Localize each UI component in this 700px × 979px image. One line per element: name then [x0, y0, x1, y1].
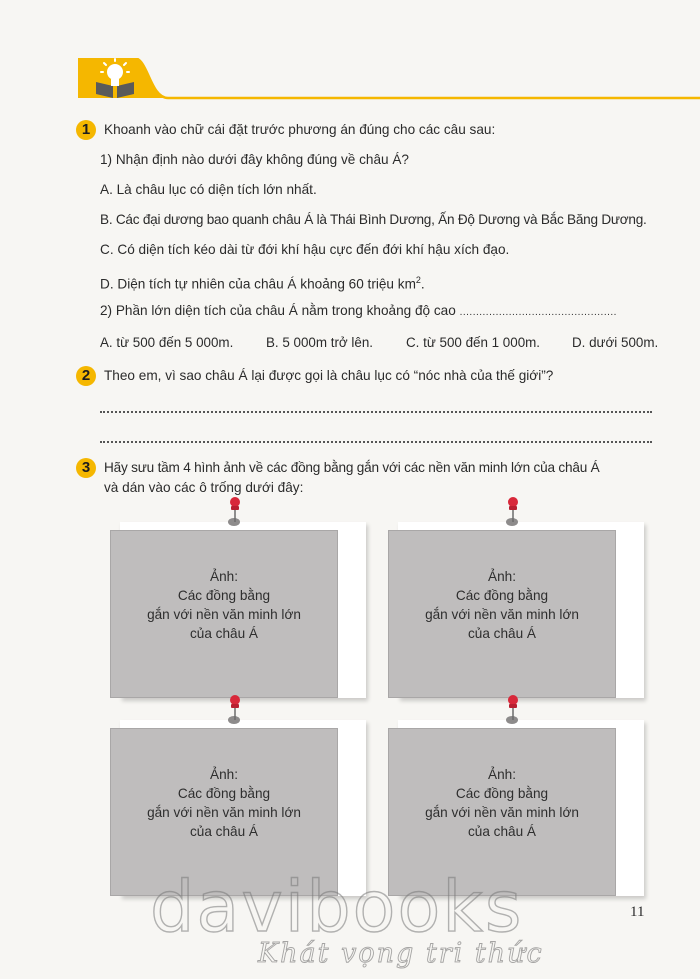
q1-2-option-a: A. từ 500 đến 5 000m. [100, 335, 234, 350]
photo-card-1[interactable] [120, 522, 366, 698]
question-3-number: 3 [76, 458, 96, 478]
q1-1-option-c: C. Có diện tích kéo dài từ đới khí hậu cực đến đới khí hậu xích đạo. [100, 242, 510, 257]
photo-card-2[interactable] [398, 522, 644, 698]
photo-caption: Ảnh: Các đồng bằng gắn với nền văn minh lớn của châu Á [425, 569, 579, 641]
q1-1-option-a: A. Là châu lục có diện tích lớn nhất. [100, 182, 317, 197]
photo-caption: Ảnh: Các đồng bằng gắn với nền văn minh lớn của châu Á [425, 767, 579, 839]
question-1-prompt: Khoanh vào chữ cái đặt trước phương án đúng cho các câu sau: [104, 122, 496, 137]
section-header [78, 58, 700, 102]
photo-placeholder[interactable] [110, 530, 338, 698]
q1-2-option-c: C. từ 500 đến 1 000m. [406, 335, 541, 350]
question-1-2-text: 2) Phần lớn diện tích của châu Á nằm trong khoảng độ cao ................................................ [100, 303, 617, 318]
page-number: 11 [630, 904, 645, 920]
answer-blank[interactable]: ................................................ [459, 307, 617, 318]
push-pin-icon [502, 496, 524, 530]
photo-placeholder[interactable] [388, 530, 616, 698]
question-2-prompt: Theo em, vì sao châu Á lại được gọi là châu lục có “nóc nhà của thế giới”? [104, 368, 554, 383]
question-3-line-2: và dán vào các ô trống dưới đây: [104, 480, 304, 495]
answer-line[interactable] [100, 409, 652, 413]
photo-caption: Ảnh: Các đồng bằng gắn với nền văn minh lớn của châu Á [147, 569, 301, 641]
question-3-line-1: Hãy sưu tầm 4 hình ảnh về các đồng bằng gắn với các nền văn minh lớn của châu Á [104, 460, 600, 475]
question-2-number: 2 [76, 366, 96, 386]
question-1-1-text: 1) Nhận định nào dưới đây không đúng về châu Á? [100, 152, 409, 167]
push-pin-icon [224, 496, 246, 530]
photo-caption: Ảnh: Các đồng bằng gắn với nền văn minh lớn của châu Á [147, 767, 301, 839]
q1-2-option-d: D. dưới 500m. [572, 335, 659, 350]
watermark-brand: davibooks [150, 866, 524, 948]
question-1-number: 1 [76, 120, 96, 140]
q1-2-option-b: B. 5 000m trở lên. [266, 335, 374, 350]
lightbulb-book-icon [90, 58, 140, 100]
watermark-slogan: Khát vọng tri thức [258, 938, 544, 969]
push-pin-icon [224, 694, 246, 728]
push-pin-icon [502, 694, 524, 728]
q1-1-option-b: B. Các đại dương bao quanh châu Á là Thái Bình Dương, Ấn Độ Dương và Bắc Băng Dương. [100, 212, 647, 227]
q1-1-option-d: D. Diện tích tự nhiên của châu Á khoảng 60 triệu $km^2$. [100, 275, 425, 292]
answer-line[interactable] [100, 439, 652, 443]
